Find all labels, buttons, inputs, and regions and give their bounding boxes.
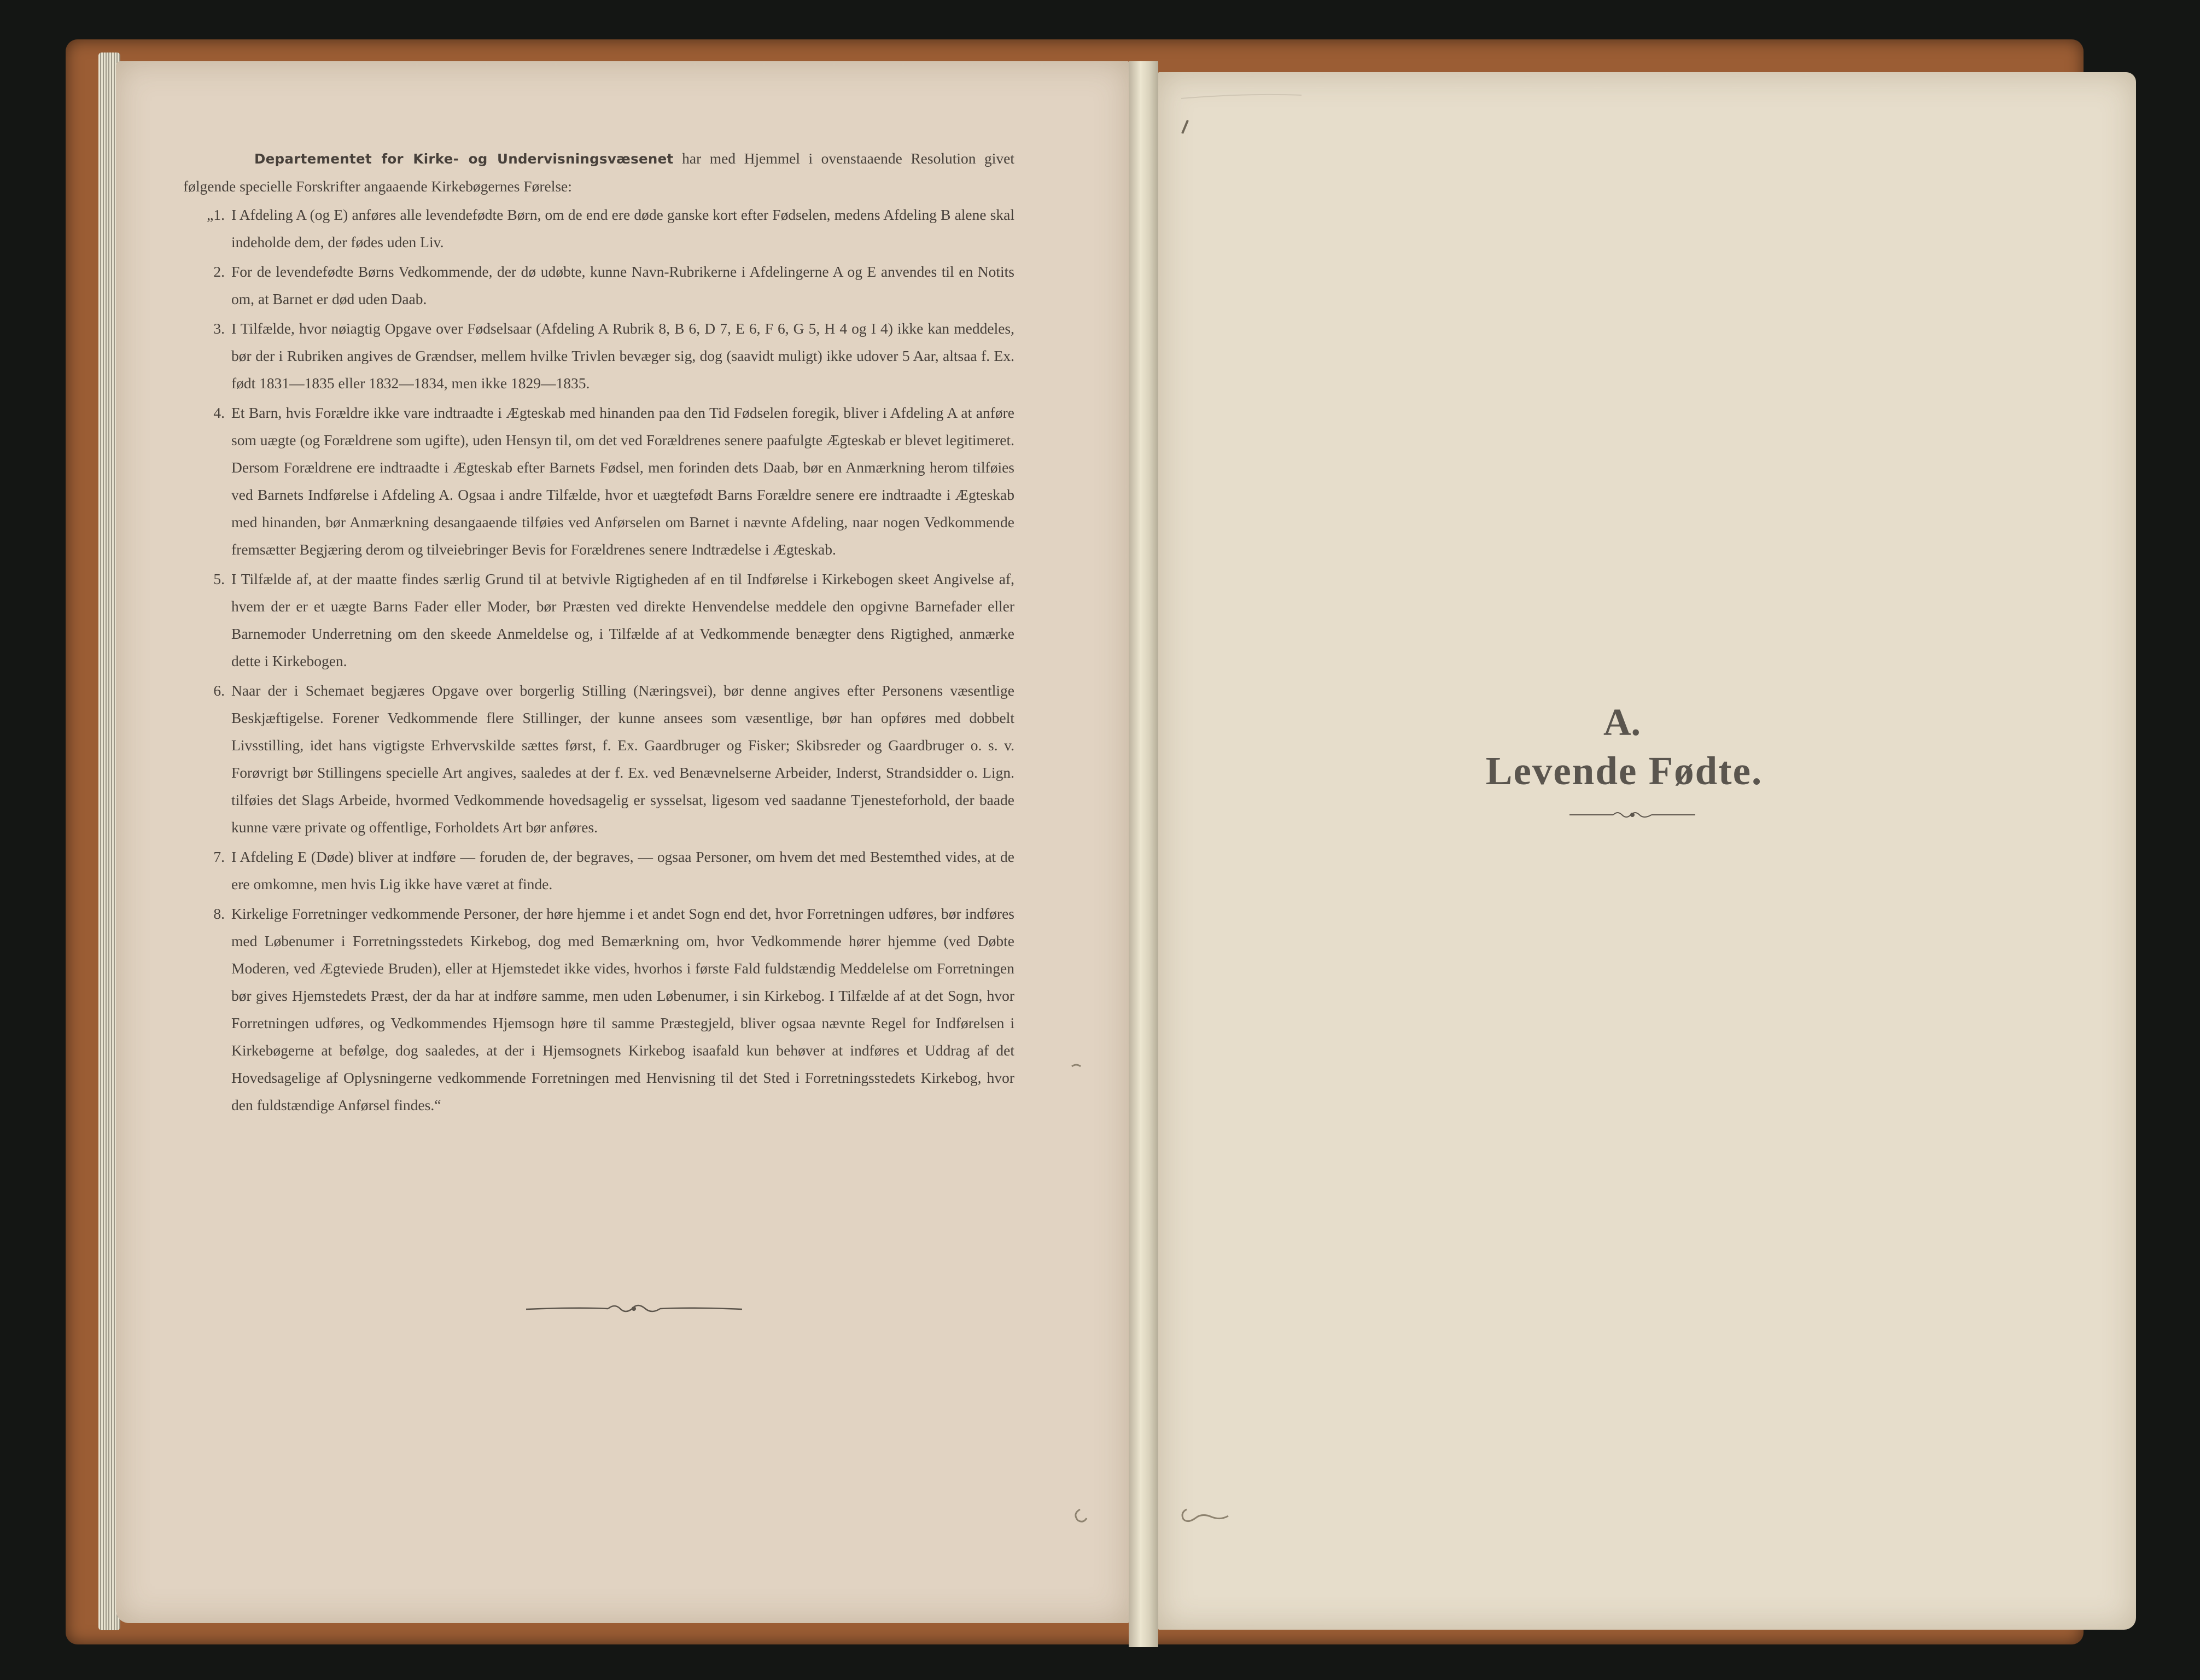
rule-number: „1. — [207, 206, 225, 223]
rule-item — [183, 258, 1014, 313]
rule-number: 8. — [213, 905, 225, 922]
rule-item — [183, 315, 1014, 397]
rule-text: I Tilfælde af, at der maatte findes særlig Grund til at betvivle Rigtigheden af en til Indførelse i Kirkebogen skeet Angivelse af, hvem der er et uægte Barns Fader eller Moder, bør Præsten ved direkte Henvendelse meddele den opgivne Barnefader eller Barnemoder Underretning om den skeede Anmeldelse og, i Tilfælde af at Vedkommende benægter dens Rigtighed, anmærke dette i Kirkebogen. — [231, 570, 1014, 669]
rule-text: Naar der i Schemaet begjæres Opgave over borgerlig Stilling (Næringsvei), bør denne angives efter Personens væsentlige Beskjæftigelse. Forener Vedkommende flere Stillinger, der kunne ansees som væsentlige, bør han opføres med dobbelt Livsstilling, idet hans vigtigste Erhvervskilde sættes først, f. Ex. Gaardbruger og Fisker; Skibsreder og Gaardbruger o. s. v. Forøvrigt bør Stillingens specielle Art angives, saaledes at der f. Ex. ved Benævnelserne Arbeider, Inderst, Strandsidder o. Lign. tilføies det Slags Arbeide, hvormed Vedkommende hovedsagelig er sysselsat, ligesom ved saadanne Tjenesteforhold, der baade kunne være private og offentlige, Forholdets Art bør anføres. — [231, 682, 1014, 836]
rule-item — [183, 201, 1014, 256]
intro-paragraph — [183, 145, 1014, 200]
rule-text: Kirkelige Forretninger vedkommende Personer, der høre hjemme i et andet Sogn end det, hvor Forretningen udføres, bør indføres med Løbenumer i Forretningsstedets Kirkebog, dog med Bemærkning om, hvor Vedkommende hører hjemme (ved Døbte Moderen, ved Ægteviede Bruden), eller at Hjemstedet ikke vides, hvorhos i første Fald fuldstændig Meddelelse om Forretningen bør gives Hjemstedets Præst, der da har at indføre samme, men uden Løbenumer, i sin Kirkebog. I Tilfælde af at det Sogn, hvor Forretningen udføres, og Vedkommendes Hjemsogn høre til samme Præstegjeld, bliver ogsaa nævnte Regel for Indførelsen i Kirkebøgerne at befølge, dog saaledes, at der i Hjemsognets Kirkebog isaafald kun behøver at indføres et Uddrag af det Hovedsagelige af Oplysningerne vedkommende Forretningen med Henvisning til det Sted i Forretningsstedets Kirkebog, hvor den fuldstændige Anførsel findes.“ — [231, 905, 1014, 1113]
title-divider-icon — [1569, 808, 1695, 821]
rule-item — [183, 565, 1014, 675]
rule-text: I Tilfælde, hvor nøiagtig Opgave over Fødselsaar (Afdeling A Rubrik 8, B 6, D 7, E 6, F 6, G 5, H 4 og I 4) ikke kan meddeles, bør der i Rubriken angives de Grændser, mellem hvilke Trivlen bevæger sig, dog (saavidt muligt) ikke udover 5 Aar, altsaa f. Ex. født 1831—1835 eller 1832—1834, men ikke 1829—1835. — [231, 320, 1014, 392]
rule-number: 6. — [213, 682, 225, 699]
rule-text: For de levendefødte Børns Vedkommende, der dø udøbte, kunne Navn-Rubrikerne i Afdelingerne A og E anvendes til en Notits om, at Barnet er død uden Daab. — [231, 263, 1014, 307]
ornament-divider-icon — [526, 1300, 742, 1317]
regulations-text — [183, 145, 1014, 1121]
rule-item — [183, 843, 1014, 898]
rule-number: 2. — [213, 263, 225, 280]
rule-item — [183, 900, 1014, 1119]
rule-text: I Afdeling A (og E) anføres alle levendefødte Børn, om de end ere døde ganske kort efter Fødselen, medens Afdeling B alene skal indeholde dem, der fødes uden Liv. — [231, 206, 1014, 250]
intro-text: har med Hjemmel i ovenstaaende Resolution givet følgende specielle Forskrifter angaaende Kirkebøgernes Førelse: — [183, 150, 1015, 195]
rule-number: 7. — [213, 848, 225, 865]
rule-number: 3. — [213, 320, 225, 337]
rule-text: Et Barn, hvis Forældre ikke vare indtraadte i Ægteskab med hinanden paa den Tid Fødselen foregik, bliver i Afdeling A at anføre som uægte (og Forældrene som ugifte), uden Hensyn til, om det ved Forældrenes senere paafulgte Ægteskab er blevet legitimeret. Dersom Forældrene ere indtraadte i Ægteskab efter Barnets Fødsel, men forinden dets Daab, bør en Anmærkning herom tilføies ved Barnets Indførelse i Afdeling A. Ogsaa i andre Tilfælde, hvor et uægtefødt Barns Forældre senere ere indtraadte i Ægteskab med hinanden, bør Anmærkning desangaaende tilføies ved Anførselen om Barnet i nævnte Afdeling, naar nogen Vedkommende fremsætter Begjæring derom og tilveiebringer Bevis for Forældrenes senere Indtrædelse i Ægteskab. — [231, 404, 1014, 558]
rule-item — [183, 677, 1014, 841]
right-page — [1158, 72, 2136, 1630]
department-name: Departementet for Kirke- og Undervisningsvæsenet — [254, 151, 674, 167]
section-title: Levende Fødte. — [1485, 749, 1763, 793]
rule-text: I Afdeling E (Døde) bliver at indføre — foruden de, der begraves, — ogsaa Personer, om hvem det med Bestemthed vides, at de ere omkomne, men hvis Lig ikke have været at finde. — [231, 848, 1014, 892]
rules-list — [183, 201, 1014, 1119]
rule-number: 5. — [213, 570, 225, 587]
rule-item — [183, 399, 1014, 563]
rule-number: 4. — [213, 404, 225, 421]
book-gutter — [1129, 61, 1158, 1647]
section-letter: A. — [1603, 702, 1641, 744]
